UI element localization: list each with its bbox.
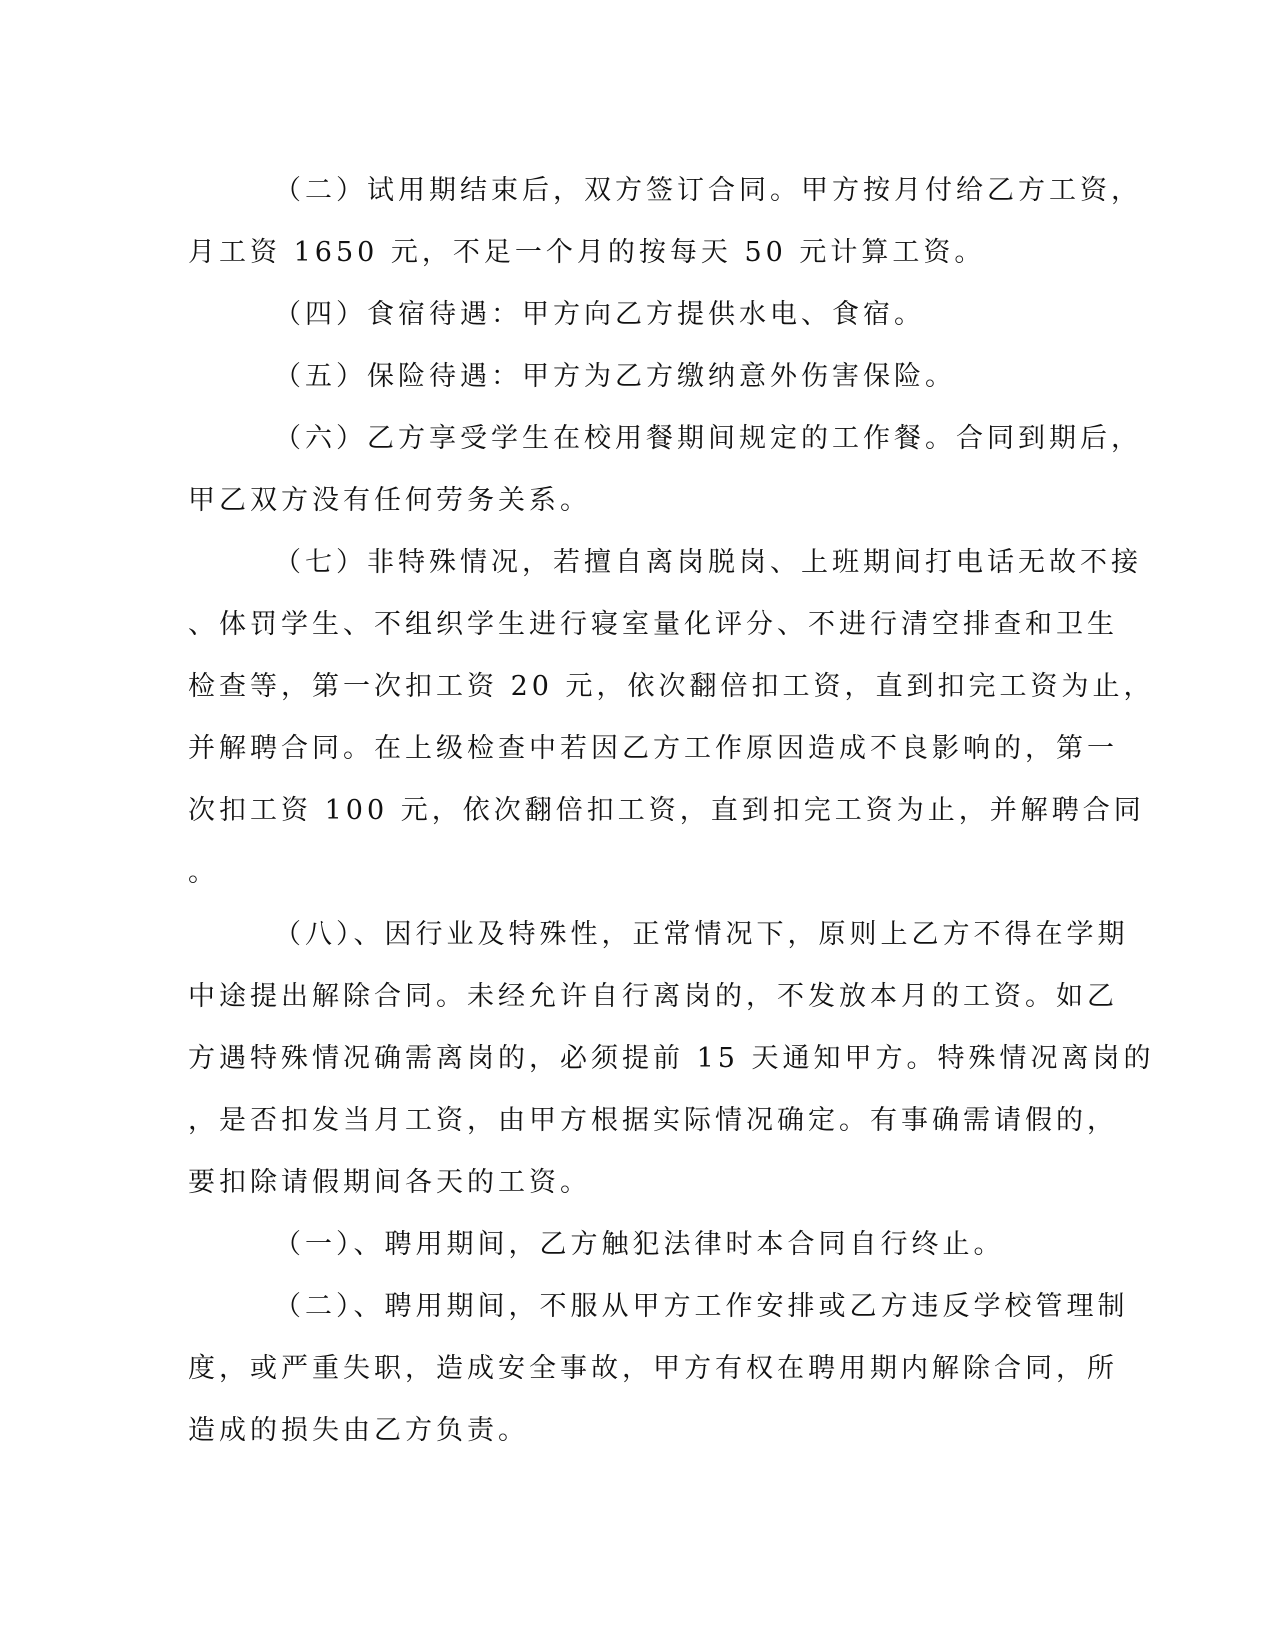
document-body xyxy=(188,160,1155,1462)
text-line: 甲乙双方没有任何劳务关系。 xyxy=(188,485,591,516)
text-line: 次扣工资 100 元，依次翻倍扣工资，直到扣完工资为止，并解聘合同 xyxy=(188,795,1145,826)
text-line: 中途提出解除合同。未经允许自行离岗的，不发放本月的工资。如乙 xyxy=(188,981,1118,1012)
text-line: 要扣除请假期间各天的工资。 xyxy=(188,1167,591,1198)
text-line: （六）乙方享受学生在校用餐期间规定的工作餐。合同到期后， xyxy=(274,423,1142,454)
text-line: （四）食宿待遇：甲方向乙方提供水电、食宿。 xyxy=(274,299,925,330)
text-line: 度，或严重失职，造成安全事故，甲方有权在聘用期内解除合同，所 xyxy=(188,1353,1118,1384)
text-line: ，是否扣发当月工资，由甲方根据实际情况确定。有事确需请假的， xyxy=(188,1105,1118,1136)
text-line: （七）非特殊情况，若擅自离岗脱岗、上班期间打电话无故不接 xyxy=(274,547,1142,578)
text-line: 月工资 1650 元，不足一个月的按每天 50 元计算工资。 xyxy=(188,237,986,268)
text-line: （八）、因行业及特殊性，正常情况下，原则上乙方不得在学期 xyxy=(274,919,1129,950)
text-line: （五）保险待遇：甲方为乙方缴纳意外伤害保险。 xyxy=(274,361,956,392)
text-line: （二）试用期结束后，双方签订合同。甲方按月付给乙方工资， xyxy=(274,175,1142,206)
text-line: （一）、聘用期间，乙方触犯法律时本合同自行终止。 xyxy=(274,1229,1005,1260)
text-line: 造成的损失由乙方负责。 xyxy=(188,1415,529,1446)
text-line: 、体罚学生、不组织学生进行寝室量化评分、不进行清空排查和卫生 xyxy=(188,609,1118,640)
text-line: （二）、聘用期间，不服从甲方工作安排或乙方违反学校管理制 xyxy=(274,1291,1129,1322)
text-line: 并解聘合同。在上级检查中若因乙方工作原因造成不良影响的，第一 xyxy=(188,733,1118,764)
text-line: 方遇特殊情况确需离岗的，必须提前 15 天通知甲方。特殊情况离岗的 xyxy=(188,1043,1155,1074)
text-line: 。 xyxy=(188,857,219,888)
text-line: 检查等，第一次扣工资 20 元，依次翻倍扣工资，直到扣完工资为止， xyxy=(188,671,1155,702)
